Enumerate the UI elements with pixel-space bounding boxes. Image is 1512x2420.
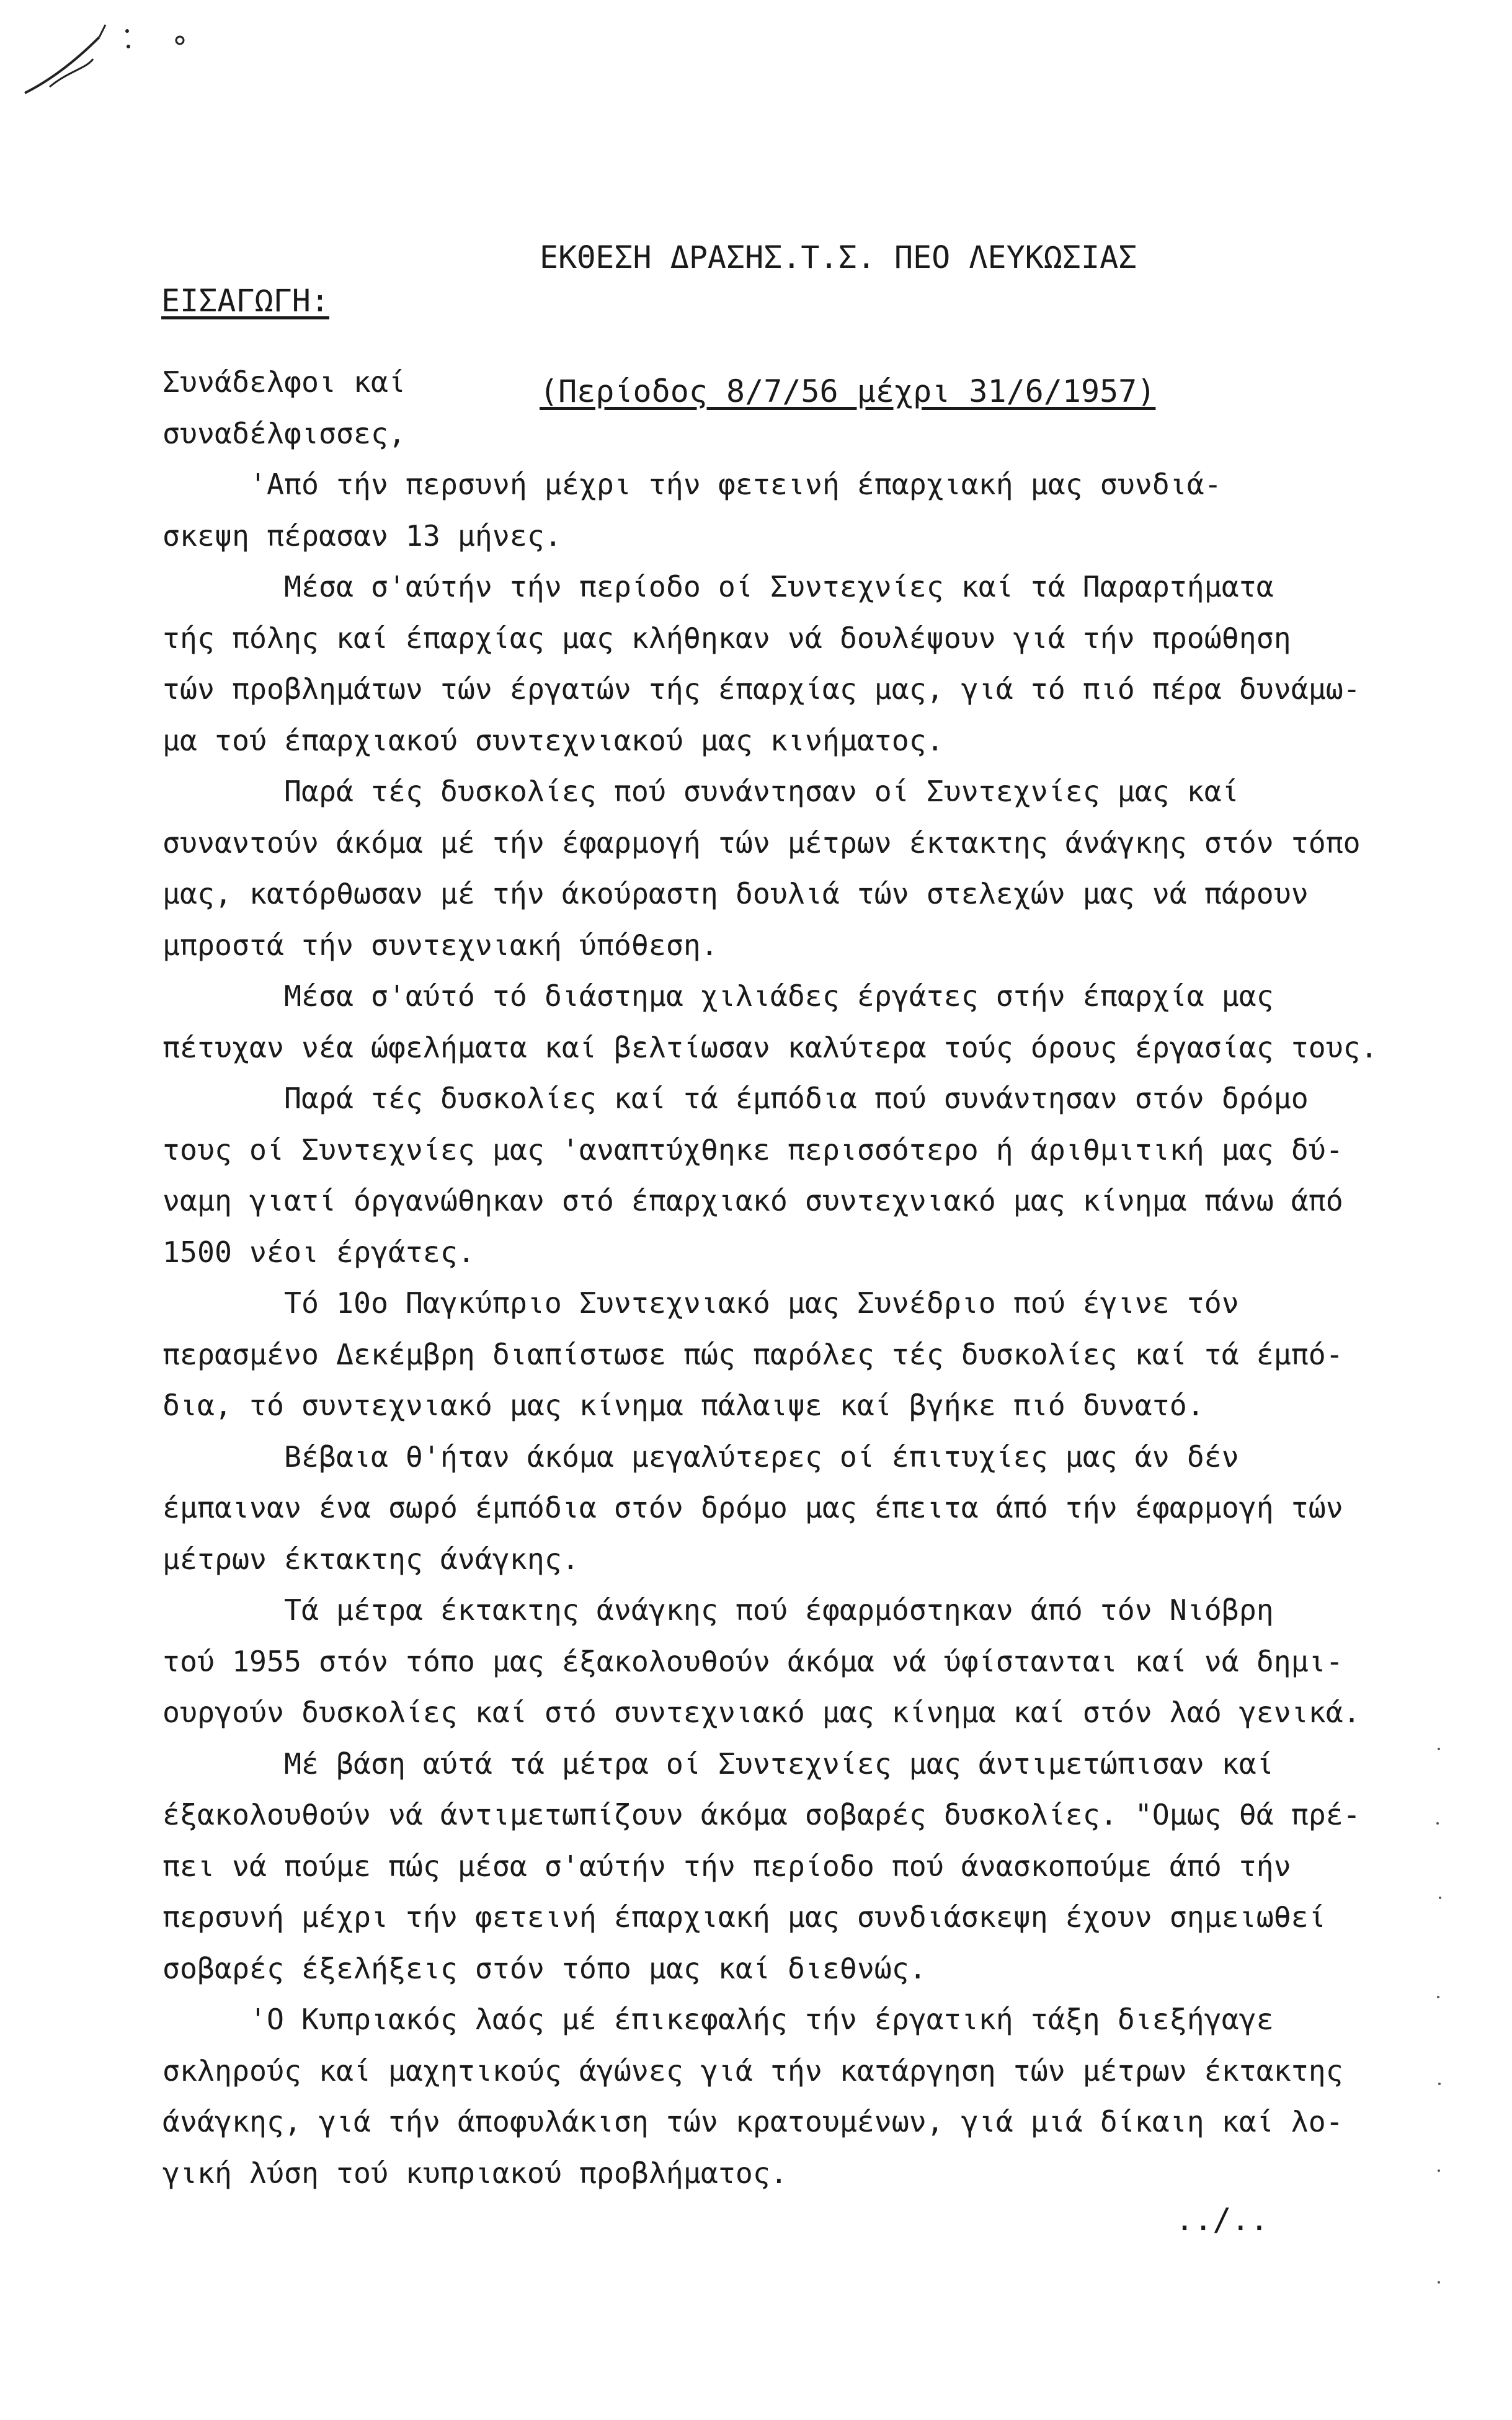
text-line: σκληρούς καί μαχητικούς άγώνες γιά τήν κατάργηση τών μέτρων έκτακτης bbox=[162, 2053, 1343, 2088]
text-line: μπροστά τήν συντεχνιακή ύπόθεση. bbox=[162, 928, 718, 962]
text-line: μα τού έπαρχιακού συντεχνιακού μας κινήματος. bbox=[162, 723, 944, 757]
text-line: 'Ο Κυπριακός λαός μέ έπικεφαλής τήν έργατική τάξη διεξήγαγε bbox=[162, 2003, 1274, 2036]
text-line: τής πόλης καί έπαρχίας μας κλήθηκαν νά δουλέψουν γιά τήν προώθηση bbox=[162, 621, 1291, 655]
text-line: τους οί Συντεχνίες μας 'αναπτύχθηκε περισσότερο ή άριθμιτική μας δύ- bbox=[162, 1132, 1343, 1167]
text-line: 'Από τήν περσυνή μέχρι τήν φετεινή έπαρχιακή μας συνδιά- bbox=[162, 468, 1222, 501]
text-line: έμπαιναν ένα σωρό έμπόδια στόν δρόμο μας έπειτα άπό τήν έφαρμογή τών bbox=[162, 1491, 1343, 1524]
text-line: τού 1955 στόν τόπο μας έξακολουθούν άκόμα νά ύφίστανται καί νά δημι- bbox=[162, 1644, 1343, 1678]
section-heading: ΕΙΣΑΓΩΓΗ: bbox=[161, 283, 329, 319]
handwritten-mark bbox=[12, 12, 198, 105]
text-line: περσυνή μέχρι τήν φετεινή έπαρχιακή μας συνδιάσκεψη έχουν σημειωθεί bbox=[162, 1900, 1326, 1934]
text-line: Παρά τές δυσκολίες καί τά έμπόδια πού συνάντησαν στόν δρόμο bbox=[162, 1082, 1309, 1115]
text-line: γική λύση τού κυπριακού προβλήματος. bbox=[162, 2156, 788, 2190]
text-line: περασμένο Δεκέμβρη διαπίστωσε πώς παρόλες τές δυσκολίες καί τά έμπό- bbox=[162, 1337, 1343, 1371]
text-line: ουργούν δυσκολίες καί στό συντεχνιακό μας κίνημα καί στόν λαό γενικά. bbox=[162, 1696, 1361, 1729]
margin-speckles bbox=[1433, 1737, 1445, 2357]
text-line: Παρά τές δυσκολίες πού συνάντησαν οί Συντεχνίες μας καί bbox=[162, 775, 1239, 808]
text-line: 1500 νέοι έργάτες. bbox=[162, 1235, 475, 1269]
report-body bbox=[162, 357, 1477, 2199]
text-line: συναντούν άκόμα μέ τήν έφαρμογή τών μέτρων έκτακτης άνάγκης στόν τόπο bbox=[162, 825, 1361, 860]
text-line: έξακολουθούν νά άντιμετωπίζουν άκόμα σοβαρές δυσκολίες. "Ομως θά πρέ- bbox=[162, 1798, 1361, 1831]
text-line: Μέσα σ'αύτήν τήν περίοδο οί Συντεχνίες καί τά Παραρτήματα bbox=[162, 570, 1274, 603]
text-line: μέτρων έκτακτης άνάγκης. bbox=[162, 1542, 579, 1576]
report-title: ΕΚΘΕΣΗ ΔΡΑΣΗΣ.Τ.Σ. ΠΕΟ ΛΕΥΚΩΣΙΑΣ bbox=[540, 239, 1137, 275]
text-line: πει νά πούμε πώς μέσα σ'αύτήν τήν περίοδο πού άνασκοπούμε άπό τήν bbox=[162, 1849, 1291, 1883]
text-line: δια, τό συντεχνιακό μας κίνημα πάλαιψε καί βγήκε πιό δυνατό. bbox=[162, 1389, 1204, 1422]
text-line: Μέσα σ'αύτό τό διάστημα χιλιάδες έργάτες στήν έπαρχία μας bbox=[162, 979, 1274, 1013]
text-line: τών προβλημάτων τών έργατών τής έπαρχίας μας, γιά τό πιό πέρα δυνάμω- bbox=[162, 672, 1361, 706]
text-line: πέτυχαν νέα ώφελήματα καί βελτίωσαν καλύτερα τούς όρους έργασίας τους. bbox=[162, 1030, 1378, 1064]
report-period: (Περίοδος 8/7/56 μέχρι 31/6/1957) bbox=[540, 373, 1156, 409]
text-line: Συνάδελφοι καί bbox=[162, 365, 406, 399]
text-line: άνάγκης, γιά τήν άποφυλάκιση τών κρατουμένων, γιά μιά δίκαιη καί λο- bbox=[162, 2105, 1343, 2138]
page-continuation-mark: ../.. bbox=[1175, 2202, 1269, 2238]
text-line: ναμη γιατί όργανώθηκαν στό έπαρχιακό συντεχνιακό μας κίνημα πάνω άπό bbox=[162, 1184, 1343, 1217]
text-line: μας, κατόρθωσαν μέ τήν άκούραστη δουλιά τών στελεχών μας νά πάρουν bbox=[162, 877, 1309, 910]
text-line: Τά μέτρα έκτακτης άνάγκης πού έφαρμόστηκαν άπό τόν Νιόβρη bbox=[162, 1593, 1274, 1627]
text-line: συναδέλφισσες, bbox=[162, 416, 406, 450]
text-line: Βέβαια θ'ήταν άκόμα μεγαλύτερες οί έπιτυχίες μας άν δέν bbox=[162, 1439, 1239, 1474]
text-line: σκεψη πέρασαν 13 μήνες. bbox=[162, 518, 562, 553]
text-line: σοβαρές έξελήξεις στόν τόπο μας καί διεθνώς. bbox=[162, 1951, 927, 1985]
text-line: Τό 10ο Παγκύπριο Συντεχνιακό μας Συνέδριο πού έγινε τόν bbox=[162, 1286, 1239, 1320]
text-line: Μέ βάση αύτά τά μέτρα οί Συντεχνίες μας άντιμετώπισαν καί bbox=[162, 1746, 1274, 1781]
